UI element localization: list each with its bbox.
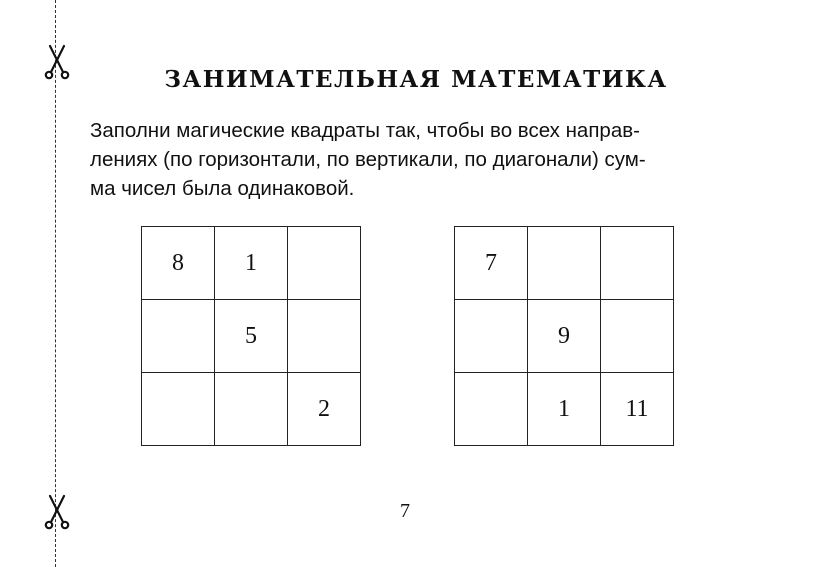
square-cell[interactable] (288, 227, 361, 300)
square-cell[interactable]: 11 (601, 373, 674, 446)
square-cell[interactable]: 9 (528, 300, 601, 373)
square-cell[interactable]: 5 (215, 300, 288, 373)
square-row (142, 373, 361, 446)
square-cell[interactable] (288, 300, 361, 373)
scissors-icon (43, 492, 71, 530)
square-cell[interactable] (455, 300, 528, 373)
instruction-line: ма чисел была одинаковой. (90, 177, 355, 200)
square-cell[interactable] (215, 373, 288, 446)
page-title: ЗАНИМАТЕЛЬНАЯ МАТЕМАТИКА (164, 66, 668, 93)
square-cell[interactable] (528, 227, 601, 300)
square-cell[interactable] (601, 300, 674, 373)
instructions (90, 116, 730, 203)
square-row (142, 227, 361, 300)
square-cell[interactable] (601, 227, 674, 300)
square-cell[interactable]: 2 (288, 373, 361, 446)
magic-square-2 (454, 226, 674, 446)
square-row (455, 373, 674, 446)
magic-square-1 (141, 226, 361, 446)
square-cell[interactable] (142, 373, 215, 446)
square-cell[interactable] (455, 373, 528, 446)
square-cell[interactable]: 8 (142, 227, 215, 300)
instruction-line: Заполни магические квадраты так, чтобы во всех направ- (90, 119, 640, 142)
square-cell[interactable]: 7 (455, 227, 528, 300)
page-number: 7 (400, 500, 410, 522)
square-row (455, 300, 674, 373)
square-row (142, 300, 361, 373)
square-cell[interactable]: 1 (215, 227, 288, 300)
instruction-line: лениях (по горизонтали, по вертикали, по диагонали) сум- (90, 148, 646, 171)
square-row (455, 227, 674, 300)
square-cell[interactable] (142, 300, 215, 373)
square-cell[interactable]: 1 (528, 373, 601, 446)
